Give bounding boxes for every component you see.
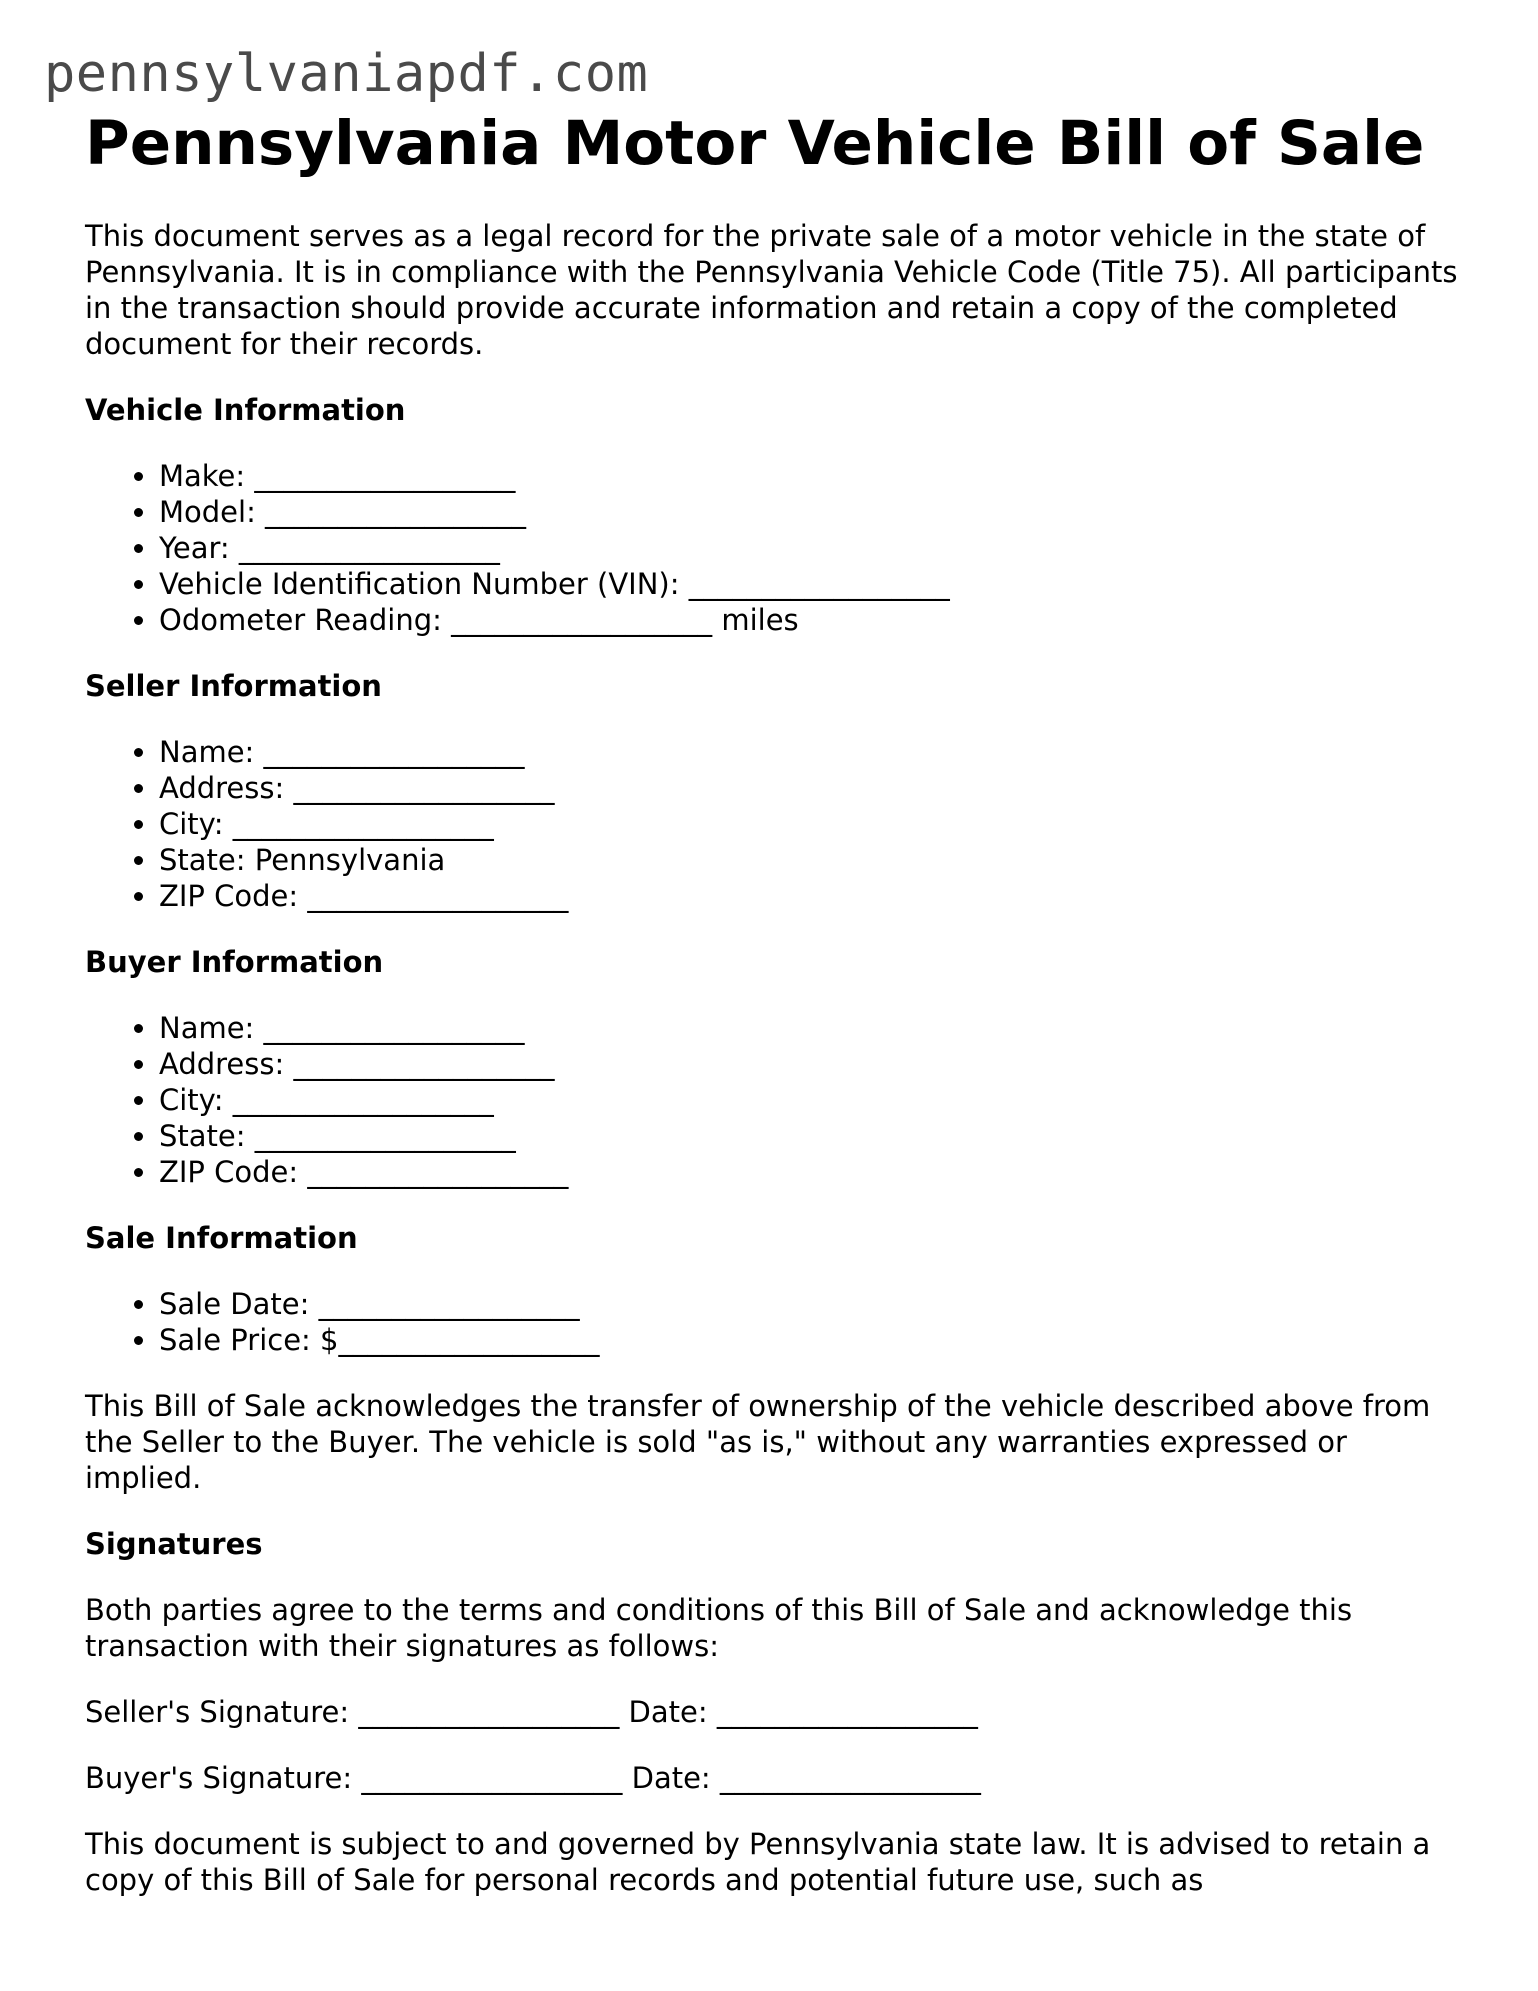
seller-state-field: • State: Pennsylvania	[159, 842, 1465, 878]
sale-date-field: • Sale Date: __________________	[159, 1286, 1465, 1322]
watermark: pennsylvaniapdf.com	[44, 44, 649, 104]
vehicle-vin-field: • Vehicle Identification Number (VIN): __________________	[159, 566, 1465, 602]
buyer-zip-field: • ZIP Code: __________________	[159, 1154, 1465, 1190]
signatures-heading: Signatures	[85, 1527, 263, 1561]
buyer-info-heading: Buyer Information	[85, 945, 384, 979]
sale-info-heading: Sale Information	[85, 1221, 358, 1255]
buyer-state-field: • State: __________________	[159, 1118, 1465, 1154]
buyer-city-field: • City: __________________	[159, 1082, 1465, 1118]
seller-signature-line: Seller's Signature: __________________ Date: __________________	[85, 1695, 978, 1729]
sale-info-list	[85, 1286, 1465, 1358]
transfer-paragraph: This Bill of Sale acknowledges the transfer of ownership of the vehicle described above from the Seller to the Buyer. The vehicle is sold "as is," without any warranties expressed or implied.	[85, 1389, 1431, 1495]
intro-paragraph: This document serves as a legal record for the private sale of a motor vehicle in the state of Pennsylvania. It is in compliance with the Pennsylvania Vehicle Code (Title 75). All participants in the transaction should provide accurate information and retain a copy of the completed document for their records.	[85, 219, 1458, 361]
vehicle-model-field: • Model: __________________	[159, 494, 1465, 530]
vehicle-info-list	[85, 458, 1465, 638]
closing-paragraph: This document is subject to and governed by Pennsylvania state law. It is advised to retain a copy of this Bill of Sale for personal records and potential future use, such as	[85, 1827, 1431, 1897]
buyer-info-list	[85, 1010, 1465, 1190]
signatures-intro: Both parties agree to the terms and conditions of this Bill of Sale and acknowledge this transaction with their signatures as follows:	[85, 1593, 1353, 1663]
seller-address-field: • Address: __________________	[159, 770, 1465, 806]
seller-zip-field: • ZIP Code: __________________	[159, 878, 1465, 914]
page-title: Pennsylvania Motor Vehicle Bill of Sale	[85, 108, 1425, 179]
buyer-signature-line: Buyer's Signature: __________________ Date: __________________	[85, 1761, 981, 1795]
buyer-name-field: • Name: __________________	[159, 1010, 1465, 1046]
vehicle-info-heading: Vehicle Information	[85, 393, 406, 427]
sale-price-field: • Sale Price: $__________________	[159, 1322, 1465, 1358]
vehicle-year-field: • Year: __________________	[159, 530, 1465, 566]
seller-name-field: • Name: __________________	[159, 734, 1465, 770]
document-page	[85, 108, 1465, 1898]
seller-info-list	[85, 734, 1465, 914]
buyer-address-field: • Address: __________________	[159, 1046, 1465, 1082]
seller-info-heading: Seller Information	[85, 669, 382, 703]
vehicle-make-field: • Make: __________________	[159, 458, 1465, 494]
seller-city-field: • City: __________________	[159, 806, 1465, 842]
vehicle-odometer-field: • Odometer Reading: __________________ miles	[159, 602, 1465, 638]
